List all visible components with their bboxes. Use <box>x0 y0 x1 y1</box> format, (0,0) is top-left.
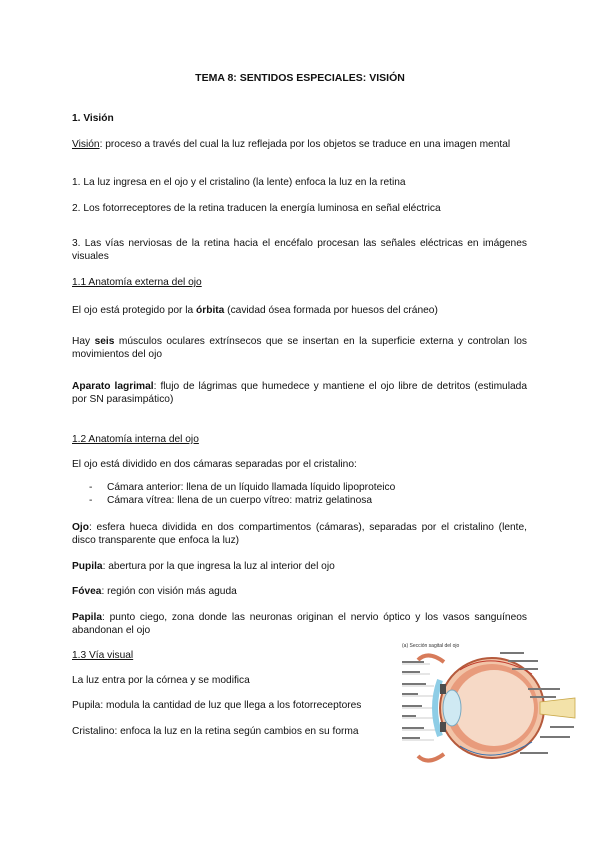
vision-definition-text: : proceso a través del cual la luz reflejada por los objetos se traduce en una imagen mental <box>99 139 511 150</box>
ojo-term: Ojo <box>72 522 89 533</box>
eye-anatomy-figure <box>400 640 580 770</box>
muscles-paragraph <box>72 335 527 361</box>
eyeball-illustration <box>418 655 575 760</box>
pupila-paragraph <box>72 560 527 573</box>
figure-caption: (a) Sección sagital del ojo <box>402 643 460 649</box>
muscles-text-a: Hay <box>72 336 95 347</box>
page-title: TEMA 8: SENTIDOS ESPECIALES: VISIÓN <box>195 72 405 84</box>
lacrimal-text: : flujo de lágrimas que humedece y mantiene el ojo libre de detritos (estimulada por SN parasimpático) <box>72 381 527 405</box>
papila-text: : punto ciego, zona donde las neuronas originan el nervio óptico y los vasos sanguíneos abandonan el ojo <box>72 612 527 636</box>
fovea-term: Fóvea <box>72 586 102 597</box>
section-heading-internal-anatomy: 1.2 Anatomía interna del ojo <box>72 434 199 445</box>
fovea-text: : región con visión más aguda <box>101 586 237 597</box>
list-item: - Cámara anterior: llena de un líquido llamada líquido lipoproteico <box>72 482 527 495</box>
vision-step-3: 3. Las vías nerviosas de la retina hacia el encéfalo procesan las señales eléctricas en imágenes visuales <box>72 238 527 262</box>
section-heading-visual-path: 1.3 Vía visual <box>72 650 134 661</box>
chambers-intro: El ojo está dividido en dos cámaras separadas por el cristalino: <box>72 459 357 470</box>
section-heading-external-anatomy: 1.1 Anatomía externa del ojo <box>72 277 202 288</box>
vision-term: Visión <box>72 139 100 150</box>
visual-path-line-1: La luz entra por la córnea y se modifica <box>72 675 250 686</box>
lacrimal-paragraph <box>72 380 527 406</box>
left-label-marks <box>402 661 426 739</box>
muscles-term: seis <box>94 336 115 347</box>
visual-path-line-3: Cristalino: enfoca la luz en la retina según cambios en su forma <box>72 726 359 737</box>
muscles-text-c: músculos oculares extrínsecos que se insertan en la superficie externa y controlan los movimientos del ojo <box>72 336 527 360</box>
ojo-text: : esfera hueca dividida en dos compartimentos (cámaras), separadas por el cristalino (lente, disco transparente que enfoca la luz) <box>72 522 527 546</box>
pupila-text: : abertura por la que ingresa la luz al interior del ojo <box>102 561 335 572</box>
section-heading-vision: 1. Visión <box>72 113 114 124</box>
orbit-text-c: (cavidad ósea formada por huesos del cráneo) <box>224 305 438 316</box>
list-item: - Cámara vítrea: llena de un cuerpo vítreo: matriz gelatinosa <box>72 495 527 508</box>
chambers-list <box>72 482 527 507</box>
ojo-paragraph <box>72 521 527 547</box>
fovea-paragraph <box>72 585 527 598</box>
orbit-paragraph <box>72 304 527 317</box>
eye-diagram <box>400 640 580 770</box>
visual-path-line-2: Pupila: modula la cantidad de luz que llega a los fotorreceptores <box>72 700 362 711</box>
orbit-term: órbita <box>196 305 225 316</box>
vision-step-1: 1. La luz ingresa en el ojo y el cristalino (la lente) enfoca la luz en la retina <box>72 177 406 188</box>
papila-paragraph <box>72 611 527 637</box>
papila-term: Papila <box>72 612 103 623</box>
pupila-term: Pupila <box>72 561 103 572</box>
orbit-text-a: El ojo está protegido por la <box>72 305 197 316</box>
vision-definition <box>72 138 527 151</box>
lacrimal-term: Aparato lagrimal <box>72 381 154 392</box>
vision-step-2: 2. Los fotorreceptores de la retina traducen la energía luminosa en señal eléctrica <box>72 203 441 214</box>
